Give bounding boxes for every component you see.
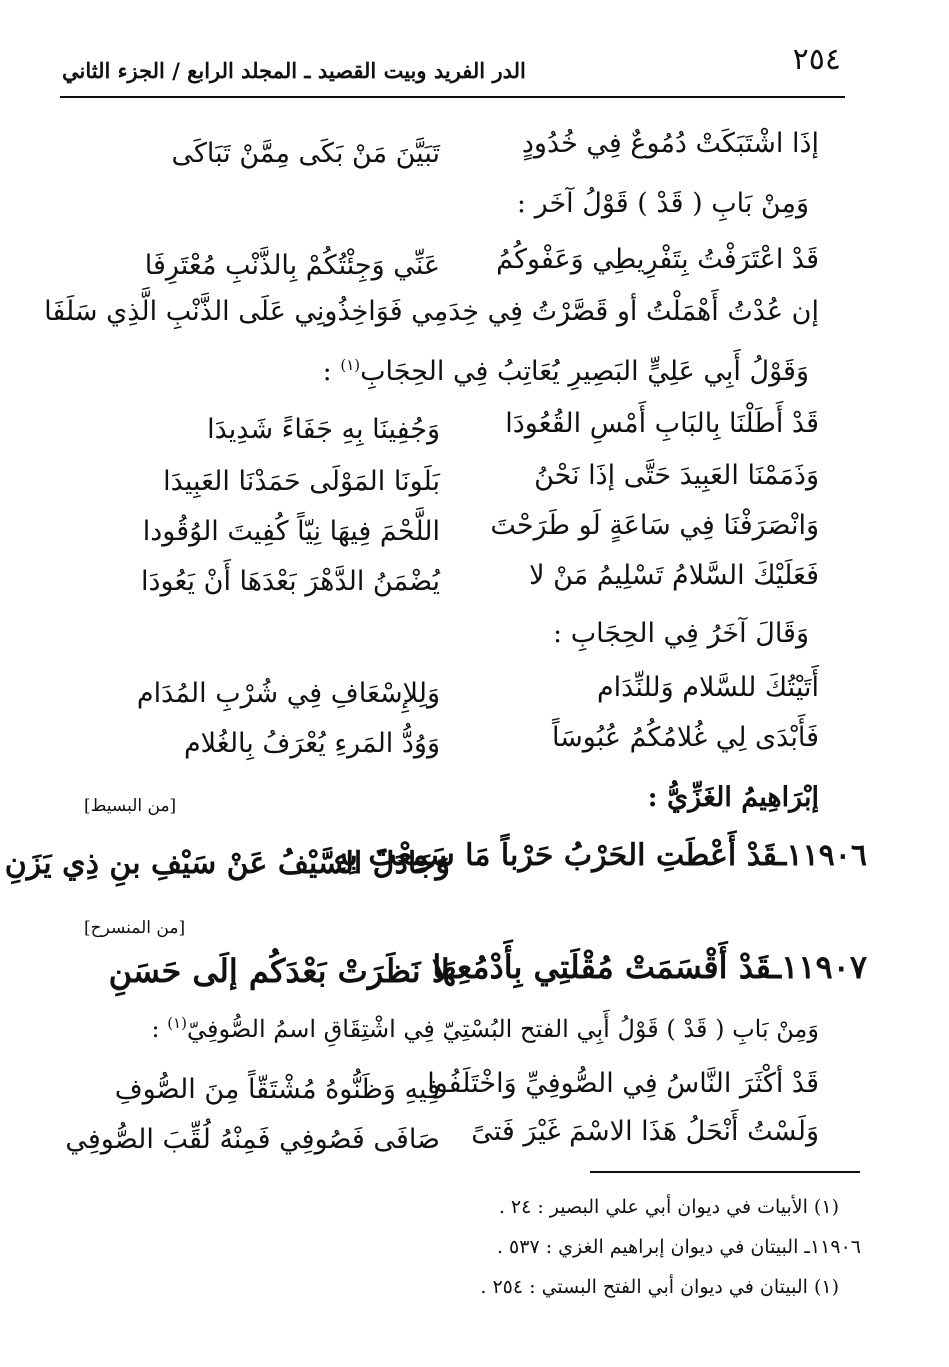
verse-first-hemistich (432, 948, 867, 986)
footnote-marker: (١) (340, 356, 361, 374)
header-rule (60, 96, 845, 98)
intro-text: وَقَالَ آخَرُ فِي الحِجَابِ : (553, 618, 809, 649)
verse-first-hemistich: أَتَيْتُكَ للسَّلام وَللنِّدَام (596, 672, 819, 703)
verse-second-hemistich: يُضْمَنُ الدَّهْرَ بَعْدَهَا أَنْ يَعُودَا (141, 566, 440, 597)
meter-label: [من البسيط] (84, 796, 177, 816)
verse-second-hemistich: وَجُفِينَا بِهِ جَفَاءً شَدِيدَا (207, 414, 440, 445)
footnote-marker: (١) (167, 1014, 187, 1032)
verse-full-line: إن عُدْتُ أَهْمَلْتُ أو قَصَّرْتُ فِي خِدَمِي فَوَاخِذُونِي عَلَى الذَّنْبِ الَّذِي سَلَفَا (44, 296, 819, 327)
verse-first-hemistich: فَعَلَيْكَ السَّلامُ تَسْلِيمُ مَنْ لا (529, 560, 819, 591)
verse-first-hemistich: قَدْ اعْتَرَفْتُ بِتَفْرِيطِي وَعَفْوكُمُ (496, 244, 819, 275)
verse-second-hemistich: وَوُدُّ المَرءِ يُعْرَفُ بِالغُلام (183, 728, 440, 759)
verse-number: ١١٩٠٦ـ (777, 838, 867, 873)
poet-name: إبْرَاهِيمُ الغَزِّيُّ : (647, 782, 819, 813)
verse-second-hemistich: وَجَادَلَ السَّيْفُ عَنْ سَيْفِ بنِ ذِي يَزَنِ (4, 846, 450, 881)
footnote: ١١٩٠٦ـ البيتان في ديوان إبراهيم الغزي : ٥٣٧ . (496, 1236, 861, 1258)
verse-second-hemistich: فِيهِ وَظَنُّوهُ مُشْتَقّاً مِنَ الصُّوفِ (114, 1074, 440, 1105)
intro-text-body: وَمِنْ بَابِ ( قَدْ ) قَوْلُ أَبِي الفتح البُسْتِيّ فِي اشْتِقَاقِ اسمُ الصُّوفِيّ (186, 1015, 819, 1043)
running-title: الدر الفريد وبيت القصيد ـ المجلد الرابع / الجزء الثاني (62, 58, 526, 83)
intro-text-body: وَقَوْلُ أَبِي عَلِيٍّ البَصِيرِ يُعَاتِبُ فِي الحِجَابِ (360, 356, 809, 387)
verse-first-hemistich: فَأَبْدَى لِي غُلامُكُمُ عُبُوسَاً (551, 722, 819, 753)
intro-colon: : (322, 356, 341, 387)
footnote: (١) البيتان في ديوان أبي الفتح البستي : ٢٥٤ . (480, 1276, 839, 1298)
verse-first-hemistich: وَلَسْتُ أَنْحَلُ هَذَا الاسْمَ غَيْرَ فَتىً (471, 1116, 819, 1147)
verse-second-hemistich: وَلِلإِسْعَافِ فِي شُرْبِ المُدَام (136, 678, 440, 709)
intro-text (139, 1014, 819, 1043)
verse-first-hemistich: وَانْصَرَفْنَا فِي سَاعَةٍ لَو طَرَحْتَ (490, 510, 819, 541)
intro-text (323, 356, 809, 387)
verse-second-hemistich: تَبَيَّنَ مَنْ بَكَى مِمَّنْ تَبَاكَى (171, 138, 440, 169)
verse-second-hemistich: لا نَظَرَتْ بَعْدَكُم إلَى حَسَنِ (108, 952, 450, 990)
page-number: ٢٥٤ (792, 42, 841, 77)
meter-label: [من المنسرح] (84, 918, 186, 938)
verse-number: ١١٩٠٧ـ (771, 948, 867, 986)
verse-first-hemistich: وَذَمَمْنَا العَبِيدَ حَتَّى إذَا نَحْنُ (534, 460, 819, 491)
verse-first-hemistich: إذَا اشْتَبَكَتْ دُمُوعٌ فِي خُدُودٍ (521, 128, 819, 159)
verse-text: قَدْ أَقْسَمَتْ مُقْلَتِي بِأَدْمُعِهَا (432, 948, 772, 986)
verse-second-hemistich: بَلَونَا المَوْلَى حَمَدْنَا العَبِيدَا (163, 466, 440, 497)
verse-first-hemistich: قَدْ أَطَلْنَا بِالبَابِ أَمْسِ القُعُودَا (505, 408, 819, 439)
verse-text: قَدْ أَعْطَتِ الحَرْبُ حَرْباً مَا سَمِعْتَ بِهِ (333, 838, 778, 873)
verse-second-hemistich: عَنِّي وَجِئْتُكُمْ بِالذَّنْبِ مُعْتَرِفَا (144, 250, 440, 281)
verse-first-hemistich (333, 838, 867, 873)
verse-first-hemistich: قَدْ أكْثَرَ النَّاسُ فِي الصُّوفِيِّ وَاخْتَلَفُوا (427, 1068, 819, 1099)
intro-colon: : (151, 1015, 168, 1043)
footnote: (١) الأبيات في ديوان أبي علي البصير : ٢٤ . (498, 1196, 839, 1218)
verse-second-hemistich: اللَّحْمَ فِيهَا نِيّاً كُفِيتَ الوُقُودا (142, 516, 440, 547)
footnote-rule (590, 1171, 860, 1173)
verse-second-hemistich: صَافَى فَصُوفِي فَمِنْهُ لُقِّبَ الصُّوفِي (65, 1124, 440, 1155)
intro-text: وَمِنْ بَابِ ( قَدْ ) قَوْلُ آخَر : (516, 188, 809, 219)
